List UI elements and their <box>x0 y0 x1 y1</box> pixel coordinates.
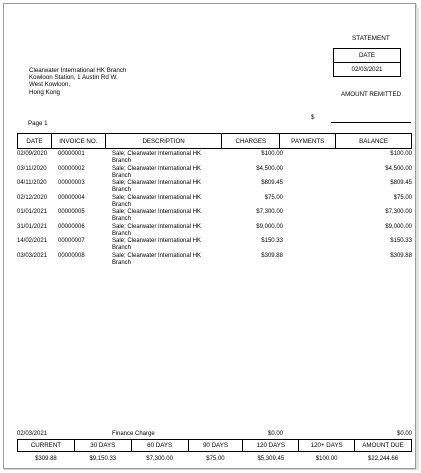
cell-date: 01/01/2021 <box>17 209 48 215</box>
cell-charges: $4,500.00 <box>256 165 283 172</box>
cell-description <box>112 166 201 180</box>
table-row <box>17 253 412 268</box>
description-line: Branch <box>112 172 132 179</box>
description-line: Sale; Clearwater International HK <box>112 180 202 186</box>
cell-invoice: 00000004 <box>58 194 85 201</box>
cell-balance: $4,500.00 <box>385 165 412 172</box>
amount-remitted-label: AMOUNT REMITTED <box>341 91 402 98</box>
cell-description <box>112 180 201 194</box>
cell-invoice: 00000008 <box>58 252 85 259</box>
amount-remitted-line <box>331 122 411 123</box>
cell-charges: $100.00 <box>261 151 283 157</box>
aging-header-current: CURRENT <box>18 440 75 452</box>
finance-charge-amount: $0.00 <box>267 431 283 437</box>
cell-balance: $809.45 <box>390 180 412 186</box>
column-header-payments: PAYMENTS <box>280 134 336 149</box>
column-header-invoice: INVOICE NO. <box>51 134 105 149</box>
aging-header-60-days: 60 DAYS <box>131 440 188 452</box>
description-line: Sale; Clearwater International HK <box>112 194 202 201</box>
aging-value-current: $309.88 <box>35 456 57 463</box>
description-line: Branch <box>112 259 132 266</box>
table-row <box>17 238 412 253</box>
currency-symbol: $ <box>311 114 315 121</box>
cell-description <box>112 238 201 252</box>
cell-invoice: 00000007 <box>58 238 85 244</box>
cell-date: 31/01/2021 <box>17 223 48 230</box>
column-header-charges: CHARGES <box>222 134 280 149</box>
table-row <box>17 195 412 210</box>
cell-balance: $309.88 <box>390 252 412 259</box>
cell-balance: $150.33 <box>390 238 412 244</box>
description-line: Sale; Clearwater International HK <box>112 151 202 157</box>
column-header-balance: BALANCE <box>336 134 412 149</box>
cell-invoice: 00000005 <box>58 209 85 215</box>
description-line: Sale; Clearwater International HK <box>112 252 202 259</box>
aging-value-60-days: $7,300.00 <box>146 456 173 463</box>
description-line: Branch <box>112 201 132 208</box>
address-line: Kowloon Station, 1 Austin Rd W. <box>29 74 118 82</box>
table-row <box>17 151 412 166</box>
cell-date: 03/03/2021 <box>17 252 48 259</box>
cell-charges: $150.33 <box>261 238 283 244</box>
table-row <box>17 224 412 239</box>
description-line: Branch <box>112 187 132 193</box>
finance-charge-date: 02/03/2021 <box>17 431 48 437</box>
column-header-description: DESCRIPTION <box>105 134 222 149</box>
column-header-date: DATE <box>18 134 52 149</box>
cell-date: 03/11/2020 <box>17 165 47 172</box>
description-line: Sale; Clearwater International HK <box>112 238 202 244</box>
cell-description <box>112 209 201 223</box>
table-row <box>17 166 412 181</box>
cell-balance: $9,000.00 <box>385 223 412 230</box>
cell-invoice: 00000006 <box>58 223 85 230</box>
customer-address <box>29 67 126 96</box>
aging-header-120-days: 120 DAYS <box>243 440 299 452</box>
cell-date: 02/09/2020 <box>17 151 48 157</box>
aging-header-amount-due: AMOUNT DUE <box>355 440 412 452</box>
aging-value-amount-due: $22,244.66 <box>368 456 399 463</box>
cell-charges: $309.88 <box>261 252 283 259</box>
cell-balance: $75.00 <box>393 194 412 201</box>
date-box <box>333 48 401 77</box>
description-line: Branch <box>112 230 132 237</box>
finance-charge-row <box>17 431 412 439</box>
finance-charge-label: Finance Charge <box>112 431 155 437</box>
cell-charges: $9,000.00 <box>256 223 283 230</box>
page-number: Page 1 <box>28 120 48 127</box>
table-row <box>17 209 412 224</box>
aging-header-30-days: 30 DAYS <box>74 440 131 452</box>
description-line: Branch <box>112 158 132 164</box>
cell-description <box>112 224 201 238</box>
description-line: Branch <box>112 216 132 222</box>
aging-header-90-days: 90 DAYS <box>188 440 243 452</box>
cell-description <box>112 151 201 165</box>
cell-balance: $7,300.00 <box>385 209 412 215</box>
finance-charge-balance: $0.00 <box>396 431 412 437</box>
cell-charges: $809.45 <box>261 180 283 186</box>
statement-title: STATEMENT <box>352 35 390 42</box>
cell-balance: $100.00 <box>390 151 412 157</box>
transactions-table-body <box>17 151 412 267</box>
cell-description <box>112 253 201 267</box>
statement-page <box>3 3 416 469</box>
description-line: Branch <box>112 245 132 251</box>
description-line: Sale; Clearwater International HK <box>112 223 202 230</box>
cell-invoice: 00000003 <box>58 180 85 186</box>
address-line: Clearwater International HK Branch <box>29 67 127 74</box>
description-line: Sale; Clearwater International HK <box>112 209 202 215</box>
transactions-table-header <box>17 133 412 149</box>
cell-charges: $75.00 <box>264 194 283 201</box>
aging-header-120-plus-days: 120+ DAYS <box>299 440 355 452</box>
description-line: Sale; Clearwater International HK <box>112 165 202 172</box>
cell-invoice: 00000002 <box>58 165 85 172</box>
address-line: West Kowloon, <box>29 81 71 89</box>
table-row <box>17 180 412 195</box>
aging-summary-table <box>17 439 412 467</box>
aging-value-30-days: $9,150.33 <box>89 456 117 463</box>
aging-value-120-days: $5,309.45 <box>257 456 285 463</box>
aging-value-120-plus-days: $100.00 <box>315 456 338 463</box>
cell-date: 02/12/2020 <box>17 194 48 201</box>
cell-date: 14/02/2021 <box>17 238 48 244</box>
cell-charges: $7,300.00 <box>256 209 283 215</box>
cell-date: 04/11/2020 <box>17 180 47 186</box>
cell-description <box>112 195 201 209</box>
date-label: DATE <box>334 49 400 63</box>
date-value: 02/03/2021 <box>351 66 383 73</box>
address-line: Hong Kong <box>29 88 60 96</box>
aging-value-90-days: $75.00 <box>206 456 225 463</box>
cell-invoice: 00000001 <box>58 151 85 157</box>
